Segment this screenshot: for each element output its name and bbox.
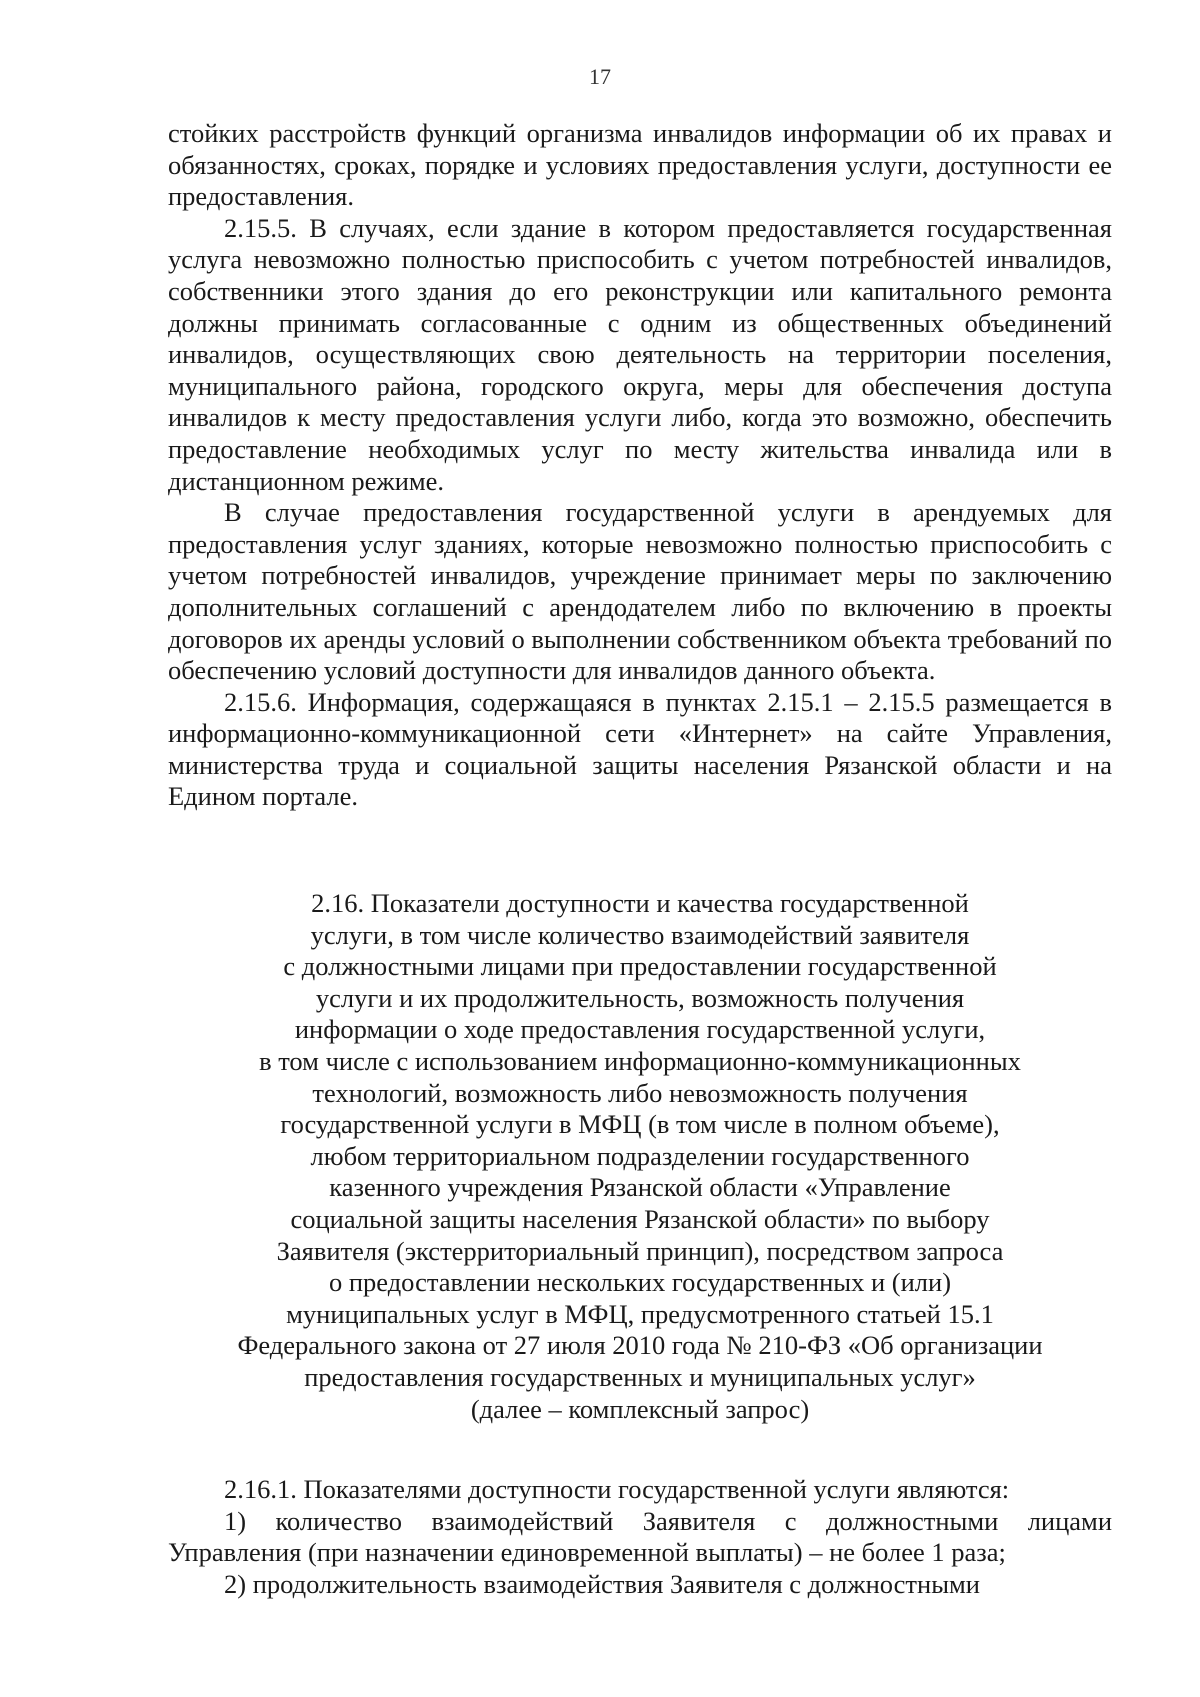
heading-line: казенного учреждения Рязанской области «Управление: [329, 1172, 951, 1203]
indicators-list: [168, 1474, 1112, 1600]
indicator-item-2: 2) продолжительность взаимодействия Заявителя с должностными: [224, 1568, 980, 1599]
indicators-intro: 2.16.1. Показателями доступности государственной услуги являются:: [224, 1474, 1010, 1504]
body-text: [168, 118, 1112, 813]
heading-line: муниципальных услуг в МФЦ, предусмотренного статьей 15.1: [286, 1298, 994, 1329]
heading-line: любом территориальном подразделении государственного: [310, 1140, 970, 1171]
heading-line: социальной защиты населения Рязанской области» по выбору: [290, 1203, 990, 1234]
page-number: 17: [589, 64, 611, 89]
section-heading-2-16: [168, 888, 1112, 1425]
indicator-item-1: 1) количество взаимодействий Заявителя с должностными лицами Управления (при назначении единовременной выплаты) – не более 1 раза;: [168, 1505, 1112, 1568]
heading-line: 2.16. Показатели доступности и качества государственной: [311, 888, 969, 918]
heading-line: информации о ходе предоставления государственной услуги,: [294, 1014, 986, 1045]
heading-line: государственной услуги в МФЦ (в том числе в полном объеме),: [280, 1109, 1000, 1140]
heading-line: Федерального закона от 27 июля 2010 года № 210-ФЗ «Об организации: [237, 1330, 1043, 1361]
heading-line: с должностными лицами при предоставлении государственной: [283, 951, 997, 982]
paragraph-continuation: стойких расстройств функций организма инвалидов информации об их правах и обязанностях, сроках, порядке и условиях предоставления услуги, доступности ее предоставления.: [168, 118, 1112, 212]
heading-line: в том числе с использованием информационно-коммуникационных: [259, 1045, 1021, 1076]
heading-line: предоставления государственных и муниципальных услуг»: [304, 1361, 976, 1392]
heading-line: Заявителя (экстерриториальный принцип), посредством запроса: [276, 1235, 1004, 1266]
paragraph-2-15-6: 2.15.6. Информация, содержащаяся в пунктах 2.15.1 – 2.15.5 размещается в информационно-коммуникационной сети «Интернет» на сайте Управления, министерства труда и социальной защиты населения Рязанской области и на Едином портале.: [168, 686, 1112, 812]
heading-line: технологий, возможность либо невозможность получения: [312, 1077, 968, 1108]
heading-line: (далее – комплексный запрос): [470, 1393, 810, 1424]
paragraph-2-15-5: 2.15.5. В случаях, если здание в котором предоставляется государственная услуга невозможно полностью приспособить с учетом потребностей инвалидов, собственники этого здания до его реконструкции или капитального ремонта должны принимать согласованные с одним из общественных объединений инвалидов, осуществляющих свою деятельность на территории поселения, муниципального района, городского округа, меры для обеспечения доступа инвалидов к месту предоставления услуги либо, когда это возможно, обеспечить предоставление необходимых услуг по месту жительства инвалида или в дистанционном режиме.: [168, 212, 1112, 496]
heading-line: услуги и их продолжительность, возможность получения: [315, 982, 965, 1013]
heading-line: о предоставлении нескольких государственных и (или): [328, 1267, 952, 1298]
paragraph-leased-buildings: В случае предоставления государственной услуги в арендуемых для предоставления услуг зданиях, которые невозможно полностью приспособить с учетом потребностей инвалидов, учреждение принимает меры по заключению дополнительных соглашений с арендодателем либо по включению в проекты договоров их аренды условий о выполнении собственником объекта требований по обеспечению условий доступности для инвалидов данного объекта.: [168, 497, 1112, 686]
heading-line: услуги, в том числе количество взаимодействий заявителя: [310, 919, 970, 950]
